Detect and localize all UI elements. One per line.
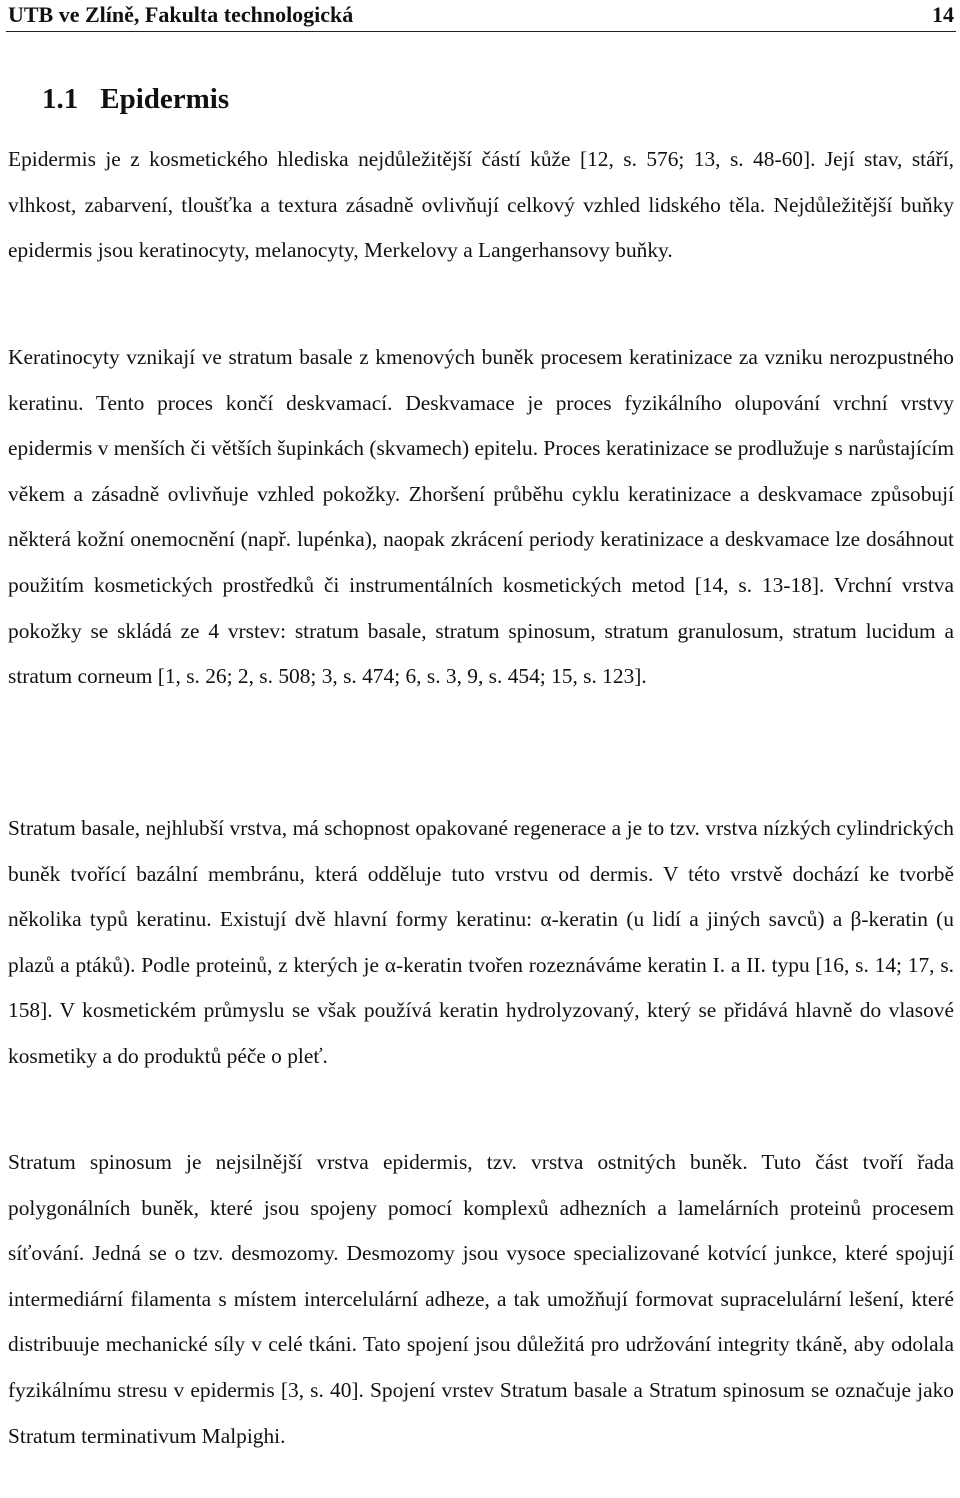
header-rule (6, 31, 956, 32)
header-title: UTB ve Zlíně, Fakulta technologická (8, 2, 354, 27)
paragraph-stratum-spinosum: Stratum spinosum je nejsilnější vrstva epidermis, tzv. vrstva ostnitých buněk. Tuto část tvoří řada polygonálních buněk, které jsou spojeny pomocí komplexů adhezních a lamelárních proteinů procesem síťování. Jedná se o tzv. desmozomy. Desmozomy jsou vysoce specializované kotvící junkce, které spojují intermediární filamenta s místem intercelulární adheze, a tak umožňují formovat supracelulární lešení, které distribuuje mechanické síly v celé tkáni. Tato spojení jsou důležitá pro udržování integrity tkáně, aby odolala fyzikálnímu stresu v epidermis [3, s. 40]. Spojení vrstev Stratum basale a Stratum spinosum se označuje jako Stratum terminativum Malpighi. (8, 1150, 954, 1448)
paragraph-epidermis-intro: Epidermis je z kosmetického hlediska nejdůležitější částí kůže [12, s. 576; 13, s. 48-60]. Její stav, stáří, vlhkost, zabarvení, tloušťka a textura zásadně ovlivňují celkový vzhled lidského těla. Nejdůležitější buňky epidermis jsou keratinocyty, melanocyty, Merkelovy a Langerhansovy buňky. (8, 147, 954, 263)
running-header (8, 0, 954, 30)
paragraph-stratum-basale: Stratum basale, nejhlubší vrstva, má schopnost opakované regenerace a je to tzv. vrstva nízkých cylindrických buněk tvořící bazální membránu, která odděluje tuto vrstvu od dermis. V této vrstvě dochází ke tvorbě několika typů keratinu. Existují dvě hlavní formy keratinu: α-keratin (u lidí a jiných savců) a β-keratin (u plazů a ptáků). Podle proteinů, z kterých je α-keratin tvořen rozeznáváme keratin I. a II. typu [16, s. 14; 17, s. 158]. V kosmetickém průmyslu se však používá keratin hydrolyzovaný, který se přidává hlavně do vlasové kosmetiky a do produktů péče o pleť. (8, 816, 954, 1068)
paragraph-keratinocytes: Keratinocyty vznikají ve stratum basale z kmenových buněk procesem keratinizace za vzniku nerozpustného keratinu. Tento proces končí deskvamací. Deskvamace je proces fyzikálního olupování vrchní vrstvy epidermis v menších či větších šupinkách (skvamech) epitelu. Proces keratinizace se prodlužuje s narůstajícím věkem a zásadně ovlivňuje vzhled pokožky. Zhoršení průběhu cyklu keratinizace a deskvamace způsobují některá kožní onemocnění (např. lupénka), naopak zkrácení periody keratinizace a deskvamace lze dosáhnout použitím kosmetických prostředků či instrumentálních kosmetických metod [14, s. 13-18]. Vrchní vrstva pokožky se skládá ze 4 vrstev: stratum basale, stratum spinosum, stratum granulosum, stratum lucidum a stratum corneum [1, s. 26; 2, s. 508; 3, s. 474; 6, s. 3, 9, s. 454; 15, s. 123]. (8, 345, 954, 689)
section-heading (42, 80, 229, 118)
section-number: 1.1 (42, 83, 79, 115)
section-title: Epidermis (100, 83, 230, 115)
page-number: 14 (932, 2, 954, 27)
